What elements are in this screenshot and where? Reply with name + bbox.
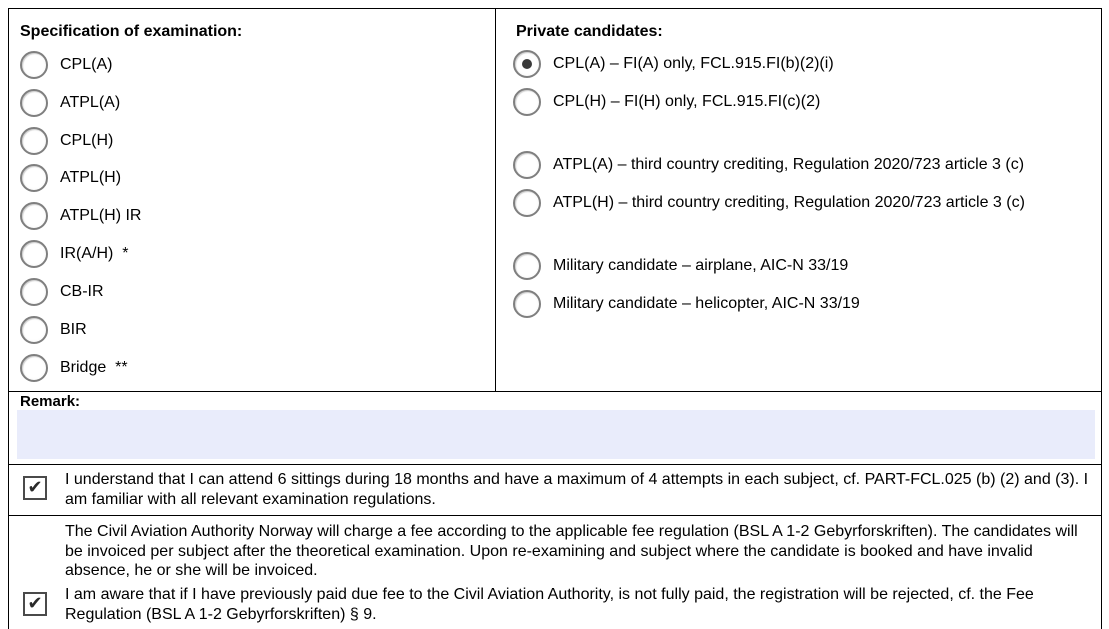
radio-button[interactable] bbox=[20, 164, 48, 192]
radio-option-cb-ir[interactable] bbox=[20, 278, 104, 306]
radio-button[interactable] bbox=[20, 240, 48, 268]
acknowledge-fee-checkbox[interactable] bbox=[23, 592, 47, 616]
radio-option-atpl-h-third-country[interactable] bbox=[513, 189, 1025, 217]
radio-label: ATPL(H) IR bbox=[60, 207, 142, 224]
radio-label: CPL(H) – FI(H) only, FCL.915.FI(c)(2) bbox=[553, 93, 821, 110]
exam-registration-form bbox=[8, 8, 1102, 629]
radio-button[interactable] bbox=[513, 88, 541, 116]
radio-button[interactable] bbox=[513, 252, 541, 280]
radio-button[interactable] bbox=[20, 354, 48, 382]
radio-button[interactable] bbox=[513, 189, 541, 217]
section-divider bbox=[9, 464, 1101, 465]
acknowledge-attempts-text: I understand that I can attend 6 sittings during 18 months and have a maximum of 4 attempts in each subject, cf. PART-FCL.025 (b) (2) and (3). I am familiar with all relevant examination regulations. bbox=[65, 471, 1089, 508]
radio-option-bir[interactable] bbox=[20, 316, 87, 344]
section-divider bbox=[9, 391, 1101, 392]
radio-label: CB-IR bbox=[60, 283, 104, 300]
radio-dot bbox=[522, 59, 532, 69]
radio-option-cpl-h[interactable] bbox=[20, 127, 113, 155]
radio-label: CPL(A) – FI(A) only, FCL.915.FI(b)(2)(i) bbox=[553, 55, 834, 72]
radio-button[interactable] bbox=[20, 278, 48, 306]
remark-input[interactable] bbox=[17, 410, 1095, 459]
acknowledge-attempts-checkbox[interactable] bbox=[23, 476, 47, 500]
private-candidates-title: Private candidates: bbox=[516, 23, 663, 40]
radio-label: BIR bbox=[60, 321, 87, 338]
radio-label: CPL(A) bbox=[60, 56, 113, 73]
radio-option-bridge[interactable] bbox=[20, 354, 128, 382]
radio-option-atpl-a[interactable] bbox=[20, 89, 120, 117]
radio-label: IR(A/H) * bbox=[60, 245, 129, 262]
radio-label: Military candidate – helicopter, AIC-N 33/19 bbox=[553, 295, 860, 312]
radio-label: Bridge ** bbox=[60, 359, 128, 376]
radio-option-cpl-a-fi[interactable] bbox=[513, 50, 834, 78]
radio-option-ir-a-h[interactable] bbox=[20, 240, 128, 268]
radio-label: ATPL(A) bbox=[60, 94, 121, 111]
specification-title: Specification of examination: bbox=[20, 23, 243, 40]
radio-button[interactable] bbox=[20, 127, 48, 155]
checkmark-icon: ✔ bbox=[27, 593, 43, 614]
radio-option-military-helicopter[interactable] bbox=[513, 290, 860, 318]
radio-label: Military candidate – airplane, AIC-N 33/19 bbox=[553, 257, 849, 274]
radio-option-atpl-h-ir[interactable] bbox=[20, 202, 141, 230]
radio-label: CPL(H) bbox=[60, 132, 114, 149]
section-divider bbox=[9, 515, 1101, 516]
fee-information-text: The Civil Aviation Authority Norway will charge a fee according to the applicable fee regulation (BSL A 1-2 Gebyrforskriften). The candidates will be invoiced per subject after the theoretical examination. Upon re-examining and subject where the candidate is booked and have invalid absence, he or she will be invoiced. bbox=[65, 523, 1078, 579]
radio-option-cpl-a[interactable] bbox=[20, 51, 112, 79]
radio-label: ATPL(H) – third country crediting, Regulation 2020/723 article 3 (c) bbox=[553, 194, 1025, 211]
radio-option-military-airplane[interactable] bbox=[513, 252, 848, 280]
radio-label: ATPL(H) bbox=[60, 169, 122, 186]
radio-label: ATPL(A) – third country crediting, Regulation 2020/723 article 3 (c) bbox=[553, 156, 1025, 173]
radio-option-cpl-h-fi[interactable] bbox=[513, 88, 820, 116]
radio-option-atpl-h[interactable] bbox=[20, 164, 121, 192]
radio-button[interactable] bbox=[20, 202, 48, 230]
remark-title: Remark: bbox=[20, 393, 81, 410]
checkmark-icon: ✔ bbox=[27, 477, 43, 498]
column-divider bbox=[495, 9, 496, 391]
radio-button[interactable] bbox=[20, 89, 48, 117]
radio-option-atpl-a-third-country[interactable] bbox=[513, 151, 1024, 179]
acknowledge-fee-text: I am aware that if I have previously paid due fee to the Civil Aviation Authority, is not fully paid, the registration will be rejected, cf. the Fee Regulation (BSL A 1-2 Gebyrforskriften) § 9. bbox=[65, 586, 1034, 623]
radio-button[interactable] bbox=[513, 151, 541, 179]
radio-button[interactable] bbox=[20, 316, 48, 344]
radio-button[interactable] bbox=[20, 51, 48, 79]
radio-button[interactable] bbox=[513, 290, 541, 318]
radio-button[interactable] bbox=[513, 50, 541, 78]
